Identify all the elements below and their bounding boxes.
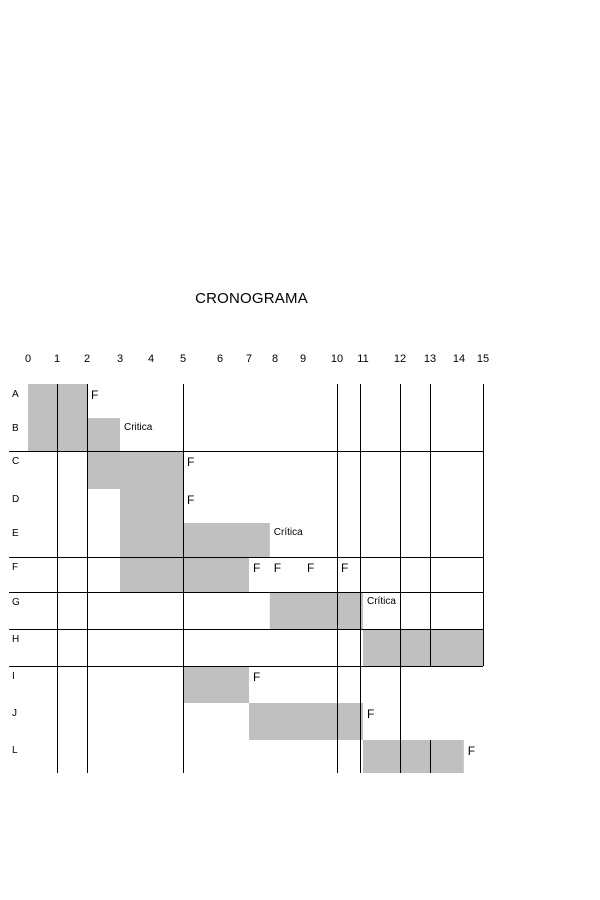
finish-marker: F <box>187 493 195 507</box>
x-tick-label: 11 <box>357 353 369 365</box>
critical-label: Crítica <box>273 527 303 538</box>
x-tick-label: 6 <box>216 353 224 365</box>
row-label-c: C <box>12 456 20 467</box>
critical-label: Critica <box>124 422 153 433</box>
task-bar-i <box>183 666 249 703</box>
task-bar-l <box>363 740 464 773</box>
finish-marker: F <box>91 388 99 402</box>
task-bar-e <box>120 523 270 557</box>
task-bar-j <box>249 703 363 740</box>
finish-marker: F <box>253 561 261 575</box>
row-label-d: D <box>12 494 20 505</box>
row-label-l: L <box>12 745 18 756</box>
critical-label: Crítica <box>367 596 396 607</box>
finish-marker: F <box>187 455 195 469</box>
row-labels <box>12 389 20 756</box>
finish-marker: F <box>341 561 349 575</box>
task-bar-b <box>28 418 120 451</box>
row-label-a: A <box>12 389 19 400</box>
row-label-i: I <box>12 671 15 682</box>
x-tick-label: 9 <box>299 353 307 365</box>
x-tick-label: 13 <box>423 353 437 365</box>
row-label-g: G <box>12 597 20 608</box>
x-tick-label: 1 <box>53 353 61 365</box>
x-tick-label: 3 <box>116 353 124 365</box>
task-bar-c <box>87 451 183 489</box>
x-tick-label: 10 <box>330 353 344 365</box>
x-tick-label: 5 <box>179 353 187 365</box>
task-bar-f <box>120 557 249 592</box>
x-tick-label: 14 <box>452 353 466 365</box>
row-label-h: H <box>12 634 20 645</box>
x-tick-label: 15 <box>476 353 490 365</box>
x-axis-ticks <box>25 353 489 365</box>
task-bar-h <box>363 629 483 666</box>
x-tick-label: 7 <box>245 353 253 365</box>
x-tick-label: 8 <box>271 353 279 365</box>
row-label-f: F <box>12 562 19 573</box>
x-tick-label: 2 <box>83 353 91 365</box>
finish-marker: F <box>467 744 476 758</box>
x-tick-label: 4 <box>147 353 155 365</box>
x-tick-label: 0 <box>24 353 32 365</box>
row-label-j: J <box>12 708 17 719</box>
task-bars <box>28 384 483 773</box>
row-label-b: B <box>12 423 19 434</box>
finish-marker: F <box>253 670 261 684</box>
task-bar-g <box>270 592 363 629</box>
finish-marker: F <box>273 561 282 575</box>
x-tick-label: 12 <box>393 353 407 365</box>
finish-marker: F <box>367 707 375 721</box>
chart-title: CRONOGRAMA <box>195 290 308 307</box>
task-bar-d <box>120 489 183 523</box>
row-label-e: E <box>12 528 19 539</box>
finish-marker: F <box>307 561 315 575</box>
